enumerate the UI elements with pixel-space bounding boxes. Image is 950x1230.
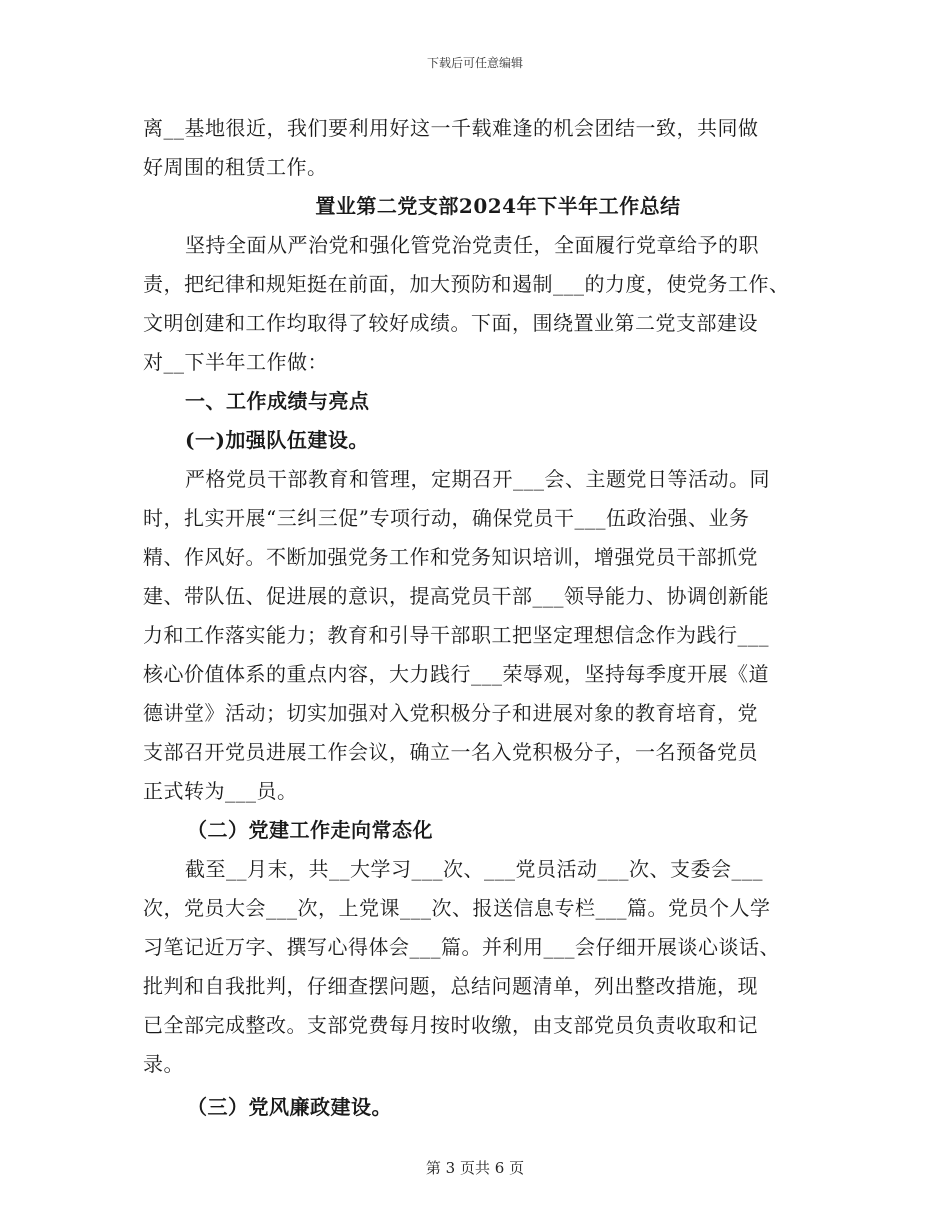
paragraph-line: 德讲堂》活动；切实加强对入党积极分子和进展对象的教育培育，党 — [143, 701, 758, 725]
intro-line: 好周围的租赁工作。 — [143, 155, 328, 179]
intro-line: 离__基地很近，我们要利用好这一千载难逢的机会团结一致，共同做 — [143, 116, 759, 140]
paragraph-line: 坚持全面从严治党和强化管党治党责任，全面履行党章给予的职 — [185, 233, 759, 257]
paragraph-line: 时，扎实开展“三纠三促”专项行动，确保党员干___伍政治强、业务 — [143, 506, 750, 530]
page-header: 下载后可任意编辑 — [426, 56, 523, 70]
paragraph-line: 截至__月末，共__大学习___次、___党员活动___次、支委会___ — [185, 857, 763, 881]
paragraph-line: 核心价值体系的重点内容，大力践行___荣辱观，坚持每季度开展《道 — [143, 662, 769, 686]
paragraph-line: 对__下半年工作做： — [143, 350, 328, 374]
paragraph-line: 力和工作落实能力；教育和引导干部职工把坚定理想信念作为践行___ — [143, 623, 769, 647]
section-heading: 一、工作成绩与亮点 — [185, 389, 370, 413]
subsection-heading: （三）党风廉政建设。 — [187, 1095, 392, 1119]
paragraph-line: 习笔记近万字、撰写心得体会___篇。并利用___会仔细开展谈心谈话、 — [143, 935, 780, 959]
paragraph-line: 批判和自我批判，仔细查摆问题，总结问题清单，列出整改措施，现 — [143, 974, 758, 998]
subsection-heading: （二）党建工作走向常态化 — [187, 818, 433, 842]
paragraph-line: 文明创建和工作均取得了较好成绩。下面，围绕置业第二党支部建设 — [143, 311, 758, 335]
paragraph-line: 支部召开党员进展工作会议，确立一名入党积极分子，一名预备党员 — [143, 740, 758, 764]
document-body — [143, 109, 813, 1127]
paragraph-line: 次，党员大会___次，上党课___次、报送信息专栏___篇。党员个人学 — [143, 896, 771, 920]
paragraph-line: 正式转为___员。 — [143, 779, 298, 803]
paragraph-line: 录。 — [143, 1052, 184, 1076]
subsection-heading: (一)加强队伍建设。 — [185, 428, 369, 452]
page-footer: 第 3 页共 6 页 — [425, 1159, 525, 1177]
document-title: 置业第二党支部2024年下半年工作总结 — [315, 194, 681, 218]
paragraph-line: 精、作风好。不断加强党务工作和党务知识培训，增强党员干部抓党 — [143, 545, 758, 569]
paragraph-line: 严格党员干部教育和管理，定期召开___会、主题党日等活动。同 — [185, 467, 770, 491]
paragraph-line: 责，把纪律和规矩挺在前面，加大预防和遏制___的力度，使党务工作、 — [143, 272, 790, 296]
paragraph-line: 建、带队伍、促进展的意识，提高党员干部___领导能力、协调创新能 — [143, 584, 769, 608]
paragraph-line: 已全部完成整改。支部党费每月按时收缴，由支部党员负责收取和记 — [143, 1013, 758, 1037]
